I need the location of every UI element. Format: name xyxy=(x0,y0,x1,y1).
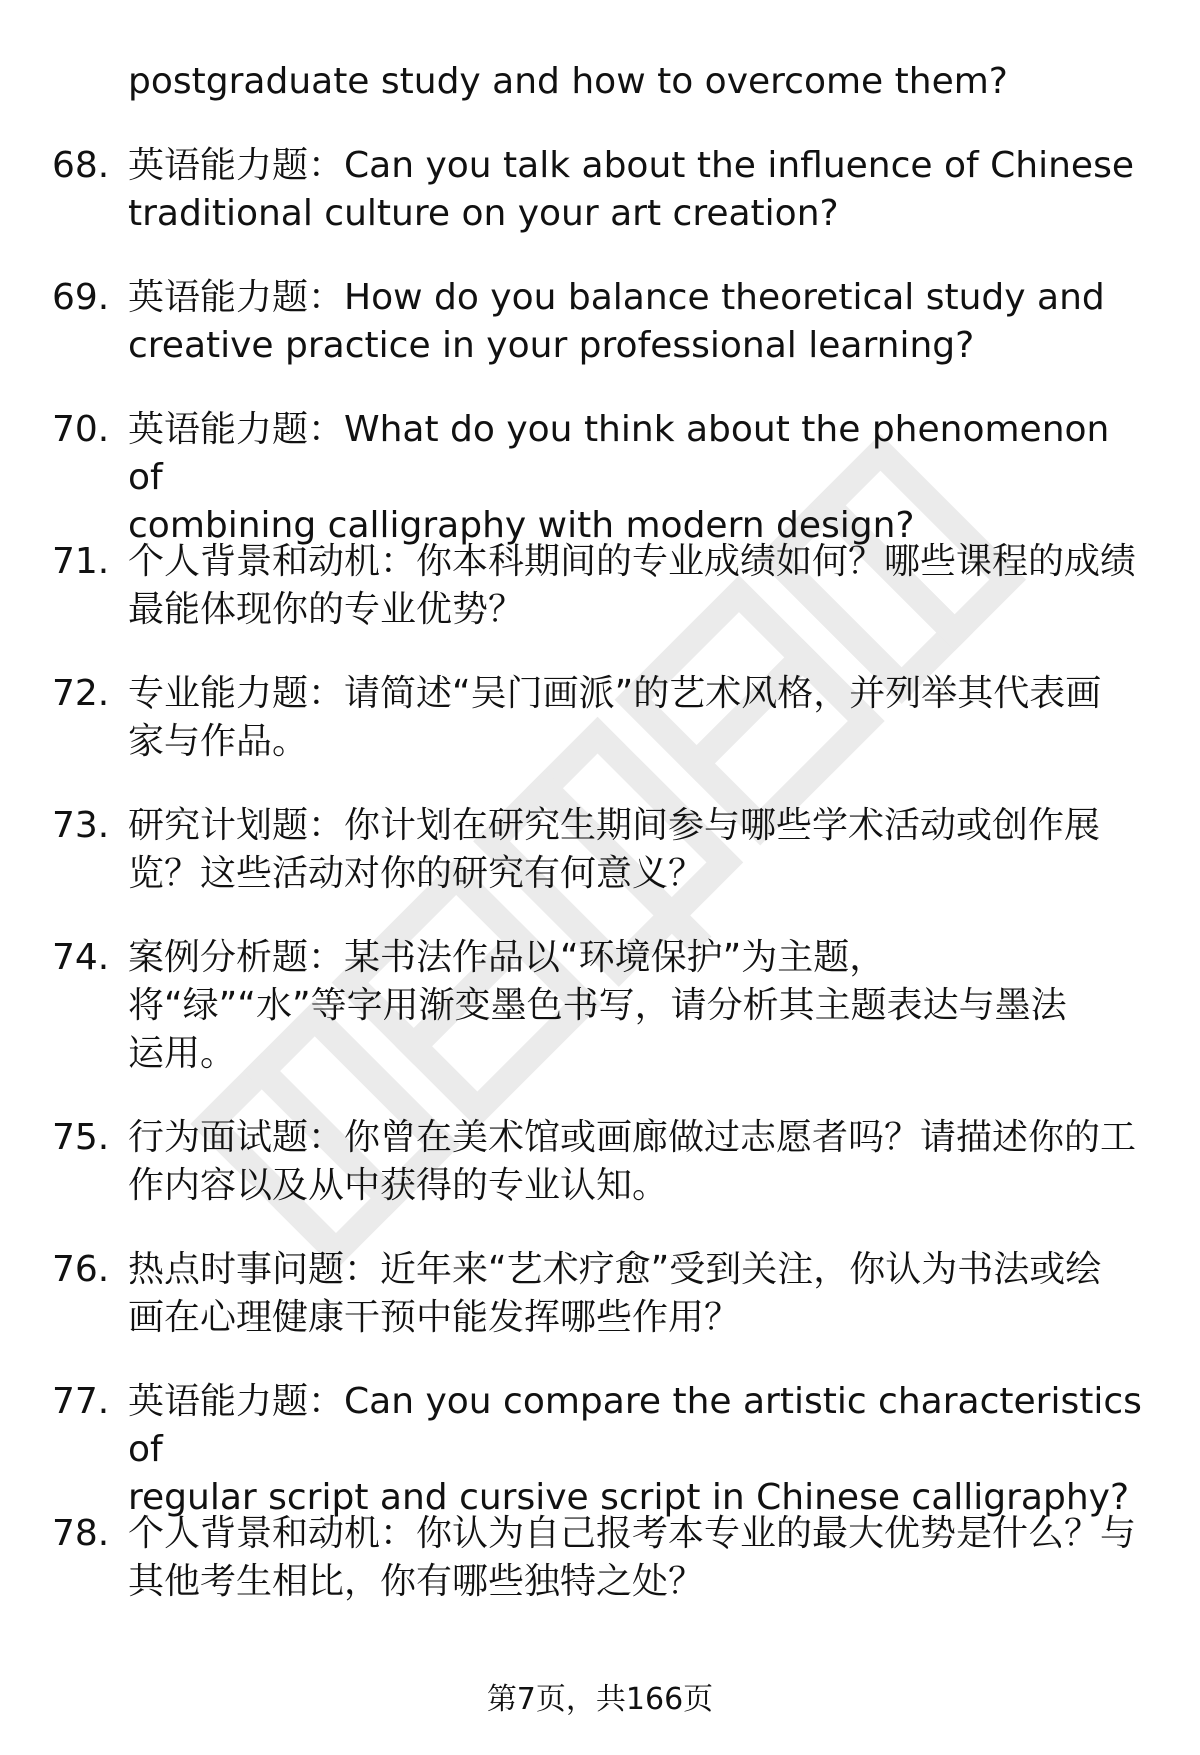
item-number: 72. xyxy=(52,673,110,714)
page-footer: 第7页，共166页 xyxy=(486,1682,714,1717)
item-number: 70. xyxy=(52,409,110,450)
item-number: 75. xyxy=(52,1117,110,1158)
item-number: 74. xyxy=(52,937,110,978)
item-number: 69. xyxy=(52,277,110,318)
item-text: 英语能力题：Can you talk about the influence of Chinese traditional culture on your art creation? xyxy=(128,145,1134,234)
continuation-text: postgraduate study and how to overcome them? xyxy=(128,61,1008,102)
item-text: 英语能力题：What do you think about the phenomenon of combining calligraphy with modern design? xyxy=(128,409,1110,546)
item-text: 行为面试题：你曾在美术馆或画廊做过志愿者吗？请描述你的工 作内容以及从中获得的专业认知。 xyxy=(128,1117,1137,1206)
item-number: 77. xyxy=(52,1381,110,1422)
item-number: 68. xyxy=(52,145,110,186)
item-text: 专业能力题：请简述“吴门画派”的艺术风格，并列举其代表画 家与作品。 xyxy=(128,673,1102,762)
item-text: 研究计划题：你计划在研究生期间参与哪些学术活动或创作展 览？这些活动对你的研究有何意义？ xyxy=(128,805,1101,894)
item-number: 73. xyxy=(52,805,110,846)
item-number: 76. xyxy=(52,1249,110,1290)
item-text: 个人背景和动机：你认为自己报考本专业的最大优势是什么？与 其他考生相比，你有哪些独特之处？ xyxy=(128,1513,1137,1602)
item-text: 热点时事问题：近年来“艺术疗愈”受到关注，你认为书法或绘 画在心理健康干预中能发挥哪些作用？ xyxy=(128,1249,1102,1338)
item-text: 个人背景和动机：你本科期间的专业成绩如何？哪些课程的成绩 最能体现你的专业优势？ xyxy=(128,541,1137,630)
item-number: 71. xyxy=(52,541,110,582)
item-text: 英语能力题：How do you balance theoretical study and creative practice in your professional learning? xyxy=(128,277,1105,366)
item-number: 78. xyxy=(52,1513,110,1554)
item-text: 案例分析题：某书法作品以“环境保护”为主题， 将“绿”“水”等字用渐变墨色书写，请分析其主题表达与墨法 运用。 xyxy=(128,937,1067,1074)
item-text: 英语能力题：Can you compare the artistic characteristics of regular script and cursive script in Chinese calligraphy? xyxy=(128,1381,1142,1518)
